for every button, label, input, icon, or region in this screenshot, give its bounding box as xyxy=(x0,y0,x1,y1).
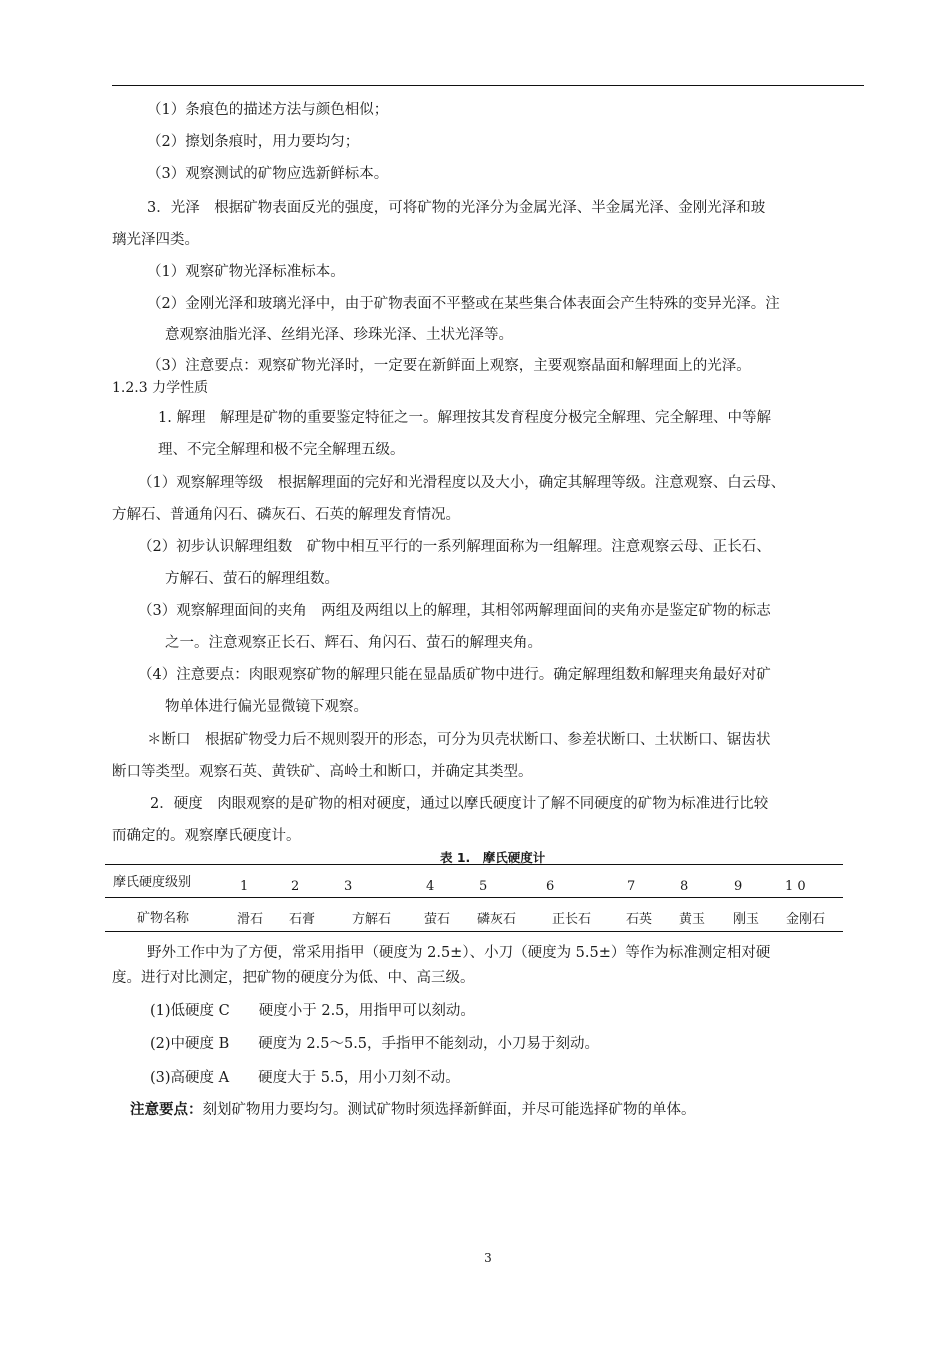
text-line: （2）金刚光泽和玻璃光泽中，由于矿物表面不平整或在某些集合体表面会产生特殊的变异光泽。注 xyxy=(147,296,780,312)
note-line xyxy=(130,1100,696,1120)
note-text: 刻划矿物用力要均匀。测试矿物时须选择新鲜面，并尽可能选择矿物的单体。 xyxy=(202,1102,696,1118)
text-line: 意观察油脂光泽、丝绢光泽、珍珠光泽、土状光泽等。 xyxy=(165,327,513,343)
row-label-hardness: 摩氏硬度级别 xyxy=(113,875,192,890)
note-label: 注意要点： xyxy=(130,1101,203,1118)
text-line: （4）注意要点：肉眼观察矿物的解理只能在显晶质矿物中进行。确定解理组数和解理夹角最好对矿 xyxy=(138,667,771,683)
mineral-name: 石膏 xyxy=(289,912,316,927)
text-line: (3)高硬度 A 硬度大于 5.5，用小刀刻不动。 xyxy=(150,1070,460,1086)
text-line: （3）注意要点：观察矿物光泽时，一定要在新鲜面上观察，主要观察晶面和解理面上的光泽。 xyxy=(147,358,751,374)
text-line: 方解石、萤石的解理组数。 xyxy=(165,571,339,587)
mineral-name: 石英 xyxy=(626,912,653,927)
hardness-level: 4 xyxy=(426,879,435,894)
text-line: 1. 解理 解理是矿物的重要鉴定特征之一。解理按其发育程度分极完全解理、完全解理、中等解 xyxy=(158,410,771,426)
hardness-level: 1 xyxy=(240,879,249,894)
mineral-name: 方解石 xyxy=(352,912,392,927)
hardness-level: 8 xyxy=(680,879,689,894)
mineral-name: 滑石 xyxy=(237,912,264,927)
text-line: （2）擦划条痕时，用力要均匀； xyxy=(147,134,360,150)
section-heading: 1.2.3 力学性质 xyxy=(112,380,209,396)
page-number: 3 xyxy=(484,1251,492,1265)
hardness-level: 3 xyxy=(344,879,353,894)
text-line: （3）观察测试的矿物应选新鲜标本。 xyxy=(147,166,389,182)
text-line: 物单体进行偏光显微镜下观察。 xyxy=(165,699,368,715)
text-line: 断口等类型。观察石英、黄铁矿、高岭土和断口，并确定其类型。 xyxy=(112,764,533,780)
hardness-level: 9 xyxy=(734,879,743,894)
text-line: (1)低硬度 C 硬度小于 2.5，用指甲可以刻动。 xyxy=(150,1003,475,1019)
text-line: (2)中硬度 B 硬度为 2.5～5.5，手指甲不能刻动，小刀易于刻动。 xyxy=(150,1036,600,1052)
table-rule-top xyxy=(105,864,843,865)
mineral-name: 萤石 xyxy=(424,912,451,927)
text-line: 而确定的。观察摩氏硬度计。 xyxy=(112,828,301,844)
text-line: ＊断口 根据矿物受力后不规则裂开的形态，可分为贝壳状断口、参差状断口、土状断口、锯齿状 xyxy=(147,732,771,748)
row-label-mineral: 矿物名称 xyxy=(137,911,190,926)
table-rule-bottom xyxy=(105,931,843,932)
text-line: （2）初步认识解理组数 矿物中相互平行的一系列解理面称为一组解理。注意观察云母、正长石、 xyxy=(138,539,771,555)
table-caption: 表 1. 摩氏硬度计 xyxy=(440,850,546,865)
mineral-name: 正长石 xyxy=(552,912,592,927)
text-line: 理、不完全解理和极不完全解理五级。 xyxy=(158,442,405,458)
text-line: 方解石、普通角闪石、磷灰石、石英的解理发育情况。 xyxy=(112,507,460,523)
hardness-level: 1 0 xyxy=(785,879,806,894)
text-line: （1）观察解理等级 根据解理面的完好和光滑程度以及大小，确定其解理等级。注意观察、白云母、 xyxy=(138,475,786,491)
mineral-name: 磷灰石 xyxy=(477,912,517,927)
hardness-level: 2 xyxy=(291,879,300,894)
text-line: 3．光泽 根据矿物表面反光的强度，可将矿物的光泽分为金属光泽、半金属光泽、金刚光泽和玻 xyxy=(147,200,766,216)
text-line: 2．硬度 肉眼观察的是矿物的相对硬度，通过以摩氏硬度计了解不同硬度的矿物为标准进行比较 xyxy=(150,796,769,812)
text-line: 璃光泽四类。 xyxy=(112,232,199,248)
text-line: （1）条痕色的描述方法与颜色相似； xyxy=(147,102,389,118)
text-line: 度。进行对比测定，把矿物的硬度分为低、中、高三级。 xyxy=(112,970,475,986)
text-line: 野外工作中为了方便，常采用指甲（硬度为 2.5±）、小刀（硬度为 5.5±）等作为标准测定相对硬 xyxy=(147,945,771,961)
text-line: （1）观察矿物光泽标准标本。 xyxy=(147,264,345,280)
hardness-level: 5 xyxy=(479,879,488,894)
mineral-name: 黄玉 xyxy=(679,912,706,927)
header-rule xyxy=(112,85,864,86)
table-rule-mid xyxy=(105,897,843,898)
text-line: 之一。注意观察正长石、辉石、角闪石、萤石的解理夹角。 xyxy=(165,635,542,651)
mineral-name: 刚玉 xyxy=(733,912,760,927)
mineral-name: 金刚石 xyxy=(786,912,826,927)
hardness-level: 6 xyxy=(546,879,555,894)
hardness-level: 7 xyxy=(627,879,636,894)
text-line: （3）观察解理面间的夹角 两组及两组以上的解理，其相邻两解理面间的夹角亦是鉴定矿物的标志 xyxy=(138,603,771,619)
mohs-hardness-table xyxy=(105,864,843,932)
